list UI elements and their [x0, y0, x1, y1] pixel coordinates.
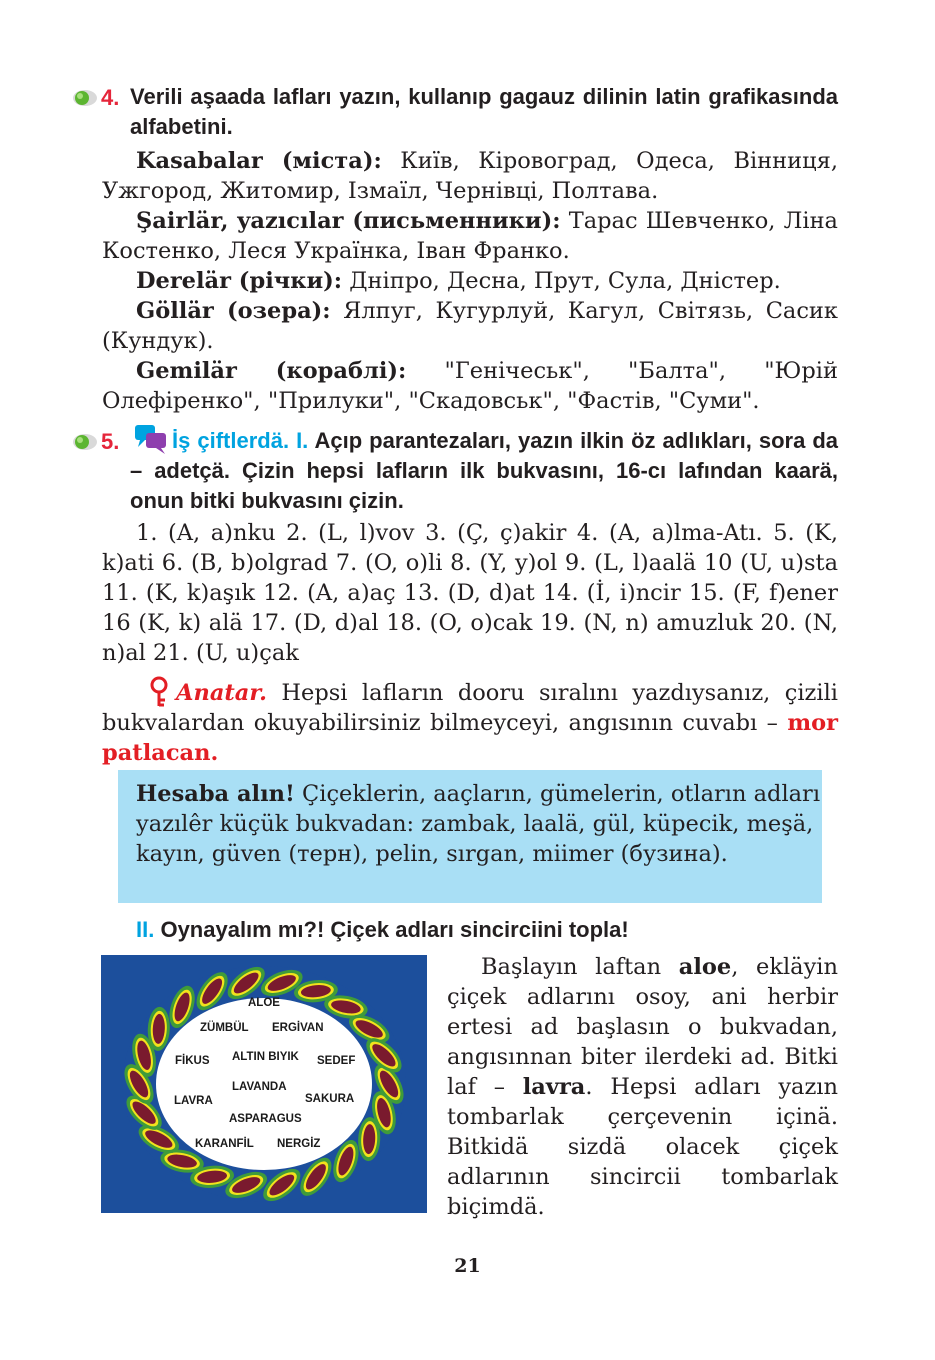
- page-number: 21: [454, 1255, 481, 1277]
- task-4-word-lists: [102, 146, 838, 416]
- wreath-word: LAVANDA: [232, 1081, 287, 1093]
- note-text: Hesaba alın! Çiçeklerin, aaçların, gümelerin, otların adları yazılêr küçük bukvadan: zambak, laalä, gül, küpecik, meşä, kayın, güven (терн), pelin, sırgan, miimer (бузина).: [136, 781, 821, 867]
- part-2-heading: II. Oynayalım mı?! Çiçek adları sincirciini topla!: [136, 917, 629, 942]
- wreath-word: KARANFİL: [195, 1138, 254, 1150]
- task-4-instruction: Verili aşaada lafları yazın, kullanıp gagauz dilinin latin grafikasında alfabetini.: [130, 84, 838, 139]
- wreath-word: ASPARAGUS: [229, 1113, 302, 1125]
- anatar-label: Anatar.: [176, 680, 267, 706]
- wreath-word: LAVRA: [174, 1095, 213, 1107]
- wreath-word: ERGİVAN: [272, 1022, 324, 1034]
- game-instructions: Başlayın laftan aloe, ekläyin çiçek adlarını osoy, ani herbir ertesi ad başlasın o bukvadan, angısınnan biter ilerdeki ad. Bitki laf – lavra. Hepsi adları yazın tombarlak çerçevenin içinä. Bitkidä sizdä olacek çiçek adlarının sincircii tombarlak biçimdä.: [447, 954, 838, 1220]
- wreath-word: NERGİZ: [277, 1138, 321, 1150]
- pair-work-label: İş çiftlerdä. I.: [172, 428, 309, 453]
- task-number: 4.: [101, 85, 120, 110]
- wreath-word: ALOE: [248, 997, 280, 1009]
- flower-wreath-image: [101, 955, 427, 1213]
- anatar-paragraph: Anatar. Hepsi lafların dooru sıralını yazdıysanız, çizili bukvalardan okuyabilirsiniz bilmeyceyi, angısının cuvabı – mor patlacan.: [102, 680, 838, 766]
- ships-line: Gemilär (кораблі): "Генічеськ", "Балта", "Юрій Олефіренко", "Прилуки", "Скадовськ", "Фастів, "Суми".: [102, 358, 838, 414]
- wreath-word: SEDEF: [317, 1055, 356, 1067]
- writers-line: Şairlär, yazıcılar (письменники): Тарас Шевченко, Ліна Костенко, Леся Українка, Іван Франко.: [102, 208, 838, 264]
- task-5-instruction: İş çiftlerdä. I. Açıp parantezaları, yazın ilkin öz adlıkları, sora da – adetçä. Çizin hepsi lafların ilk bukvasını, 16-cı lafından kaarä, onun bitki bukvasını çizin.: [130, 428, 838, 513]
- wreath-word: ZÜMBÜL: [200, 1022, 249, 1034]
- cities-line: Kasabalar (міста): Київ, Кіровоград, Одеса, Вінниця, Ужгород, Житомир, Ізмаїл, Чернівці, Полтава.: [102, 148, 838, 204]
- green-circle-bullet-icon: [72, 433, 98, 451]
- rivers-line: Derelär (річки): Дніпро, Десна, Прут, Сула, Дністер.: [136, 268, 781, 294]
- lakes-line: Göllär (озера): Ялпуг, Кугурлуй, Кагул, Світязь, Сасик (Кундук).: [102, 298, 838, 354]
- green-circle-bullet-icon: [72, 89, 98, 107]
- wreath-word: ALTIN BIYIK: [232, 1051, 299, 1063]
- wreath-word: FİKUS: [175, 1055, 210, 1067]
- task-number: 5.: [101, 429, 120, 454]
- task-5-exercise: 1. (A, a)nku 2. (L, l)vov 3. (Ç, ç)akir 4. (A, a)lma-Atı. 5. (K, k)ati 6. (B, b)olgrad 7. (O, o)li 8. (Y, y)ol 9. (L, l)aalä 10 (U, u)sta 11. (K, k)aşık 12. (A, a)aç 13. (D, d)at 14. (İ, i)ncir 15. (F, f)ener 16 (K, k) alä 17. (D, d)al 18. (O, o)cak 19. (N, n) amuzluk 20. (N, n)al 21. (U, u)çak: [102, 520, 838, 666]
- note-label: Hesaba alın!: [136, 781, 295, 807]
- wreath-word: SAKURA: [305, 1093, 355, 1105]
- anatar-answer: mor patlacan.: [102, 710, 838, 766]
